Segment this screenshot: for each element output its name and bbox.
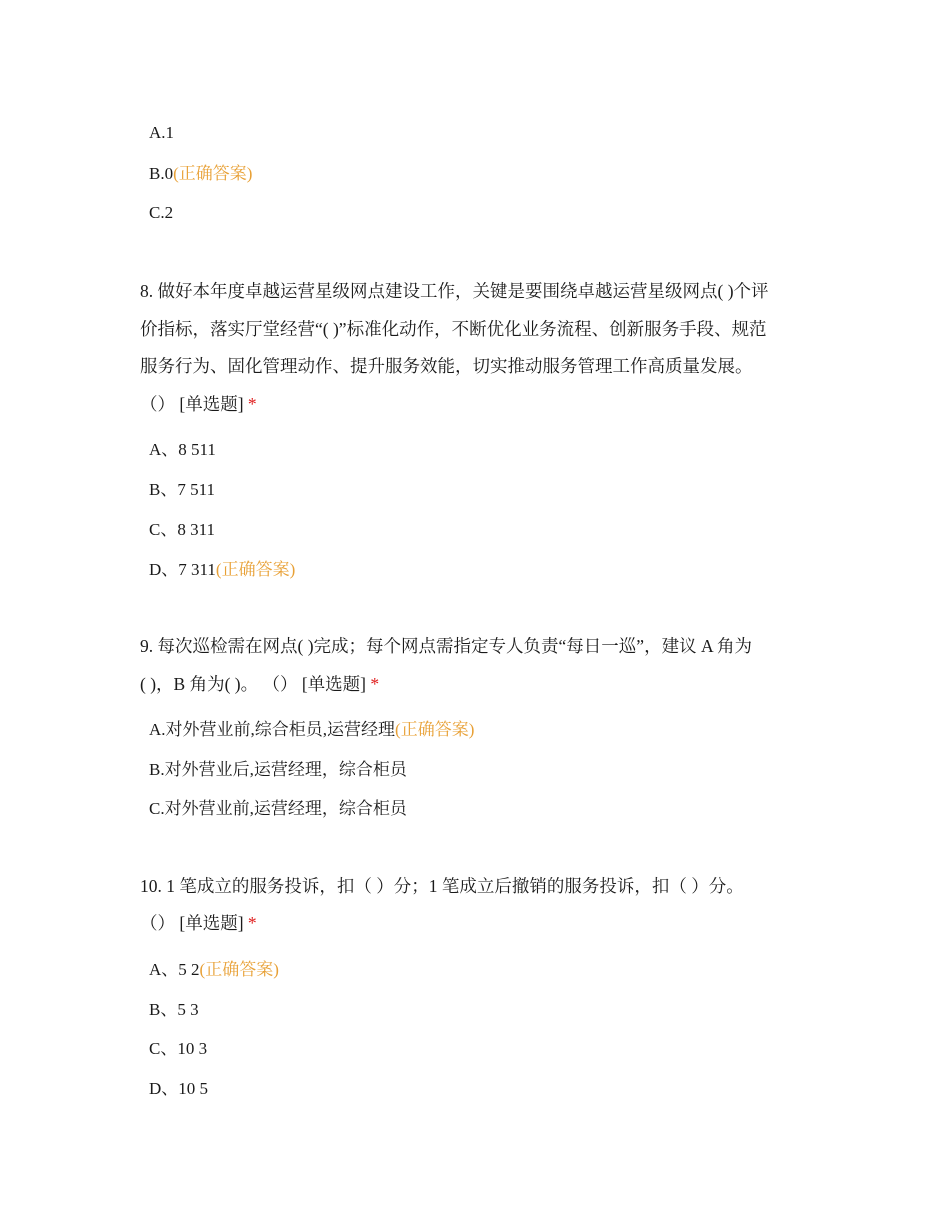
- q10-option-b-text: B、5 3: [149, 1000, 199, 1019]
- q9-option-a-text: A.对外营业前,综合柜员,运营经理: [149, 720, 396, 739]
- q10-option-c: [149, 1039, 207, 1059]
- q10-option-b: [149, 1000, 199, 1020]
- q10-option-d: [149, 1079, 208, 1099]
- q10-option-d-text: D、10 5: [149, 1079, 209, 1098]
- q9-text-line-2: [140, 674, 379, 694]
- required-star: *: [247, 913, 257, 933]
- q9-option-b-text: B.对外营业后,运营经理，综合柜员: [149, 760, 407, 779]
- q8-text-line-1: 8. 做好本年度卓越运营星级网点建设工作，关键是要围绕卓越运营星级网点( )个评: [140, 281, 769, 301]
- q8-type-label: [140, 394, 257, 414]
- q7-option-a: [149, 123, 174, 143]
- q8-option-d-text: D、7 311: [149, 560, 216, 579]
- q7-option-b-text: B.0: [149, 164, 174, 183]
- correct-answer-tag: (正确答案): [199, 960, 279, 979]
- q8-option-d: [149, 560, 295, 580]
- q9-option-a: [149, 720, 474, 740]
- q7-option-c-text: C.2: [149, 203, 174, 222]
- q10-type-label: [140, 913, 257, 933]
- q8-option-b-text: B、7 511: [149, 480, 215, 499]
- q8-text-line-2: 价指标，落实厅堂经营“( )”标准化动作，不断优化业务流程、创新服务手段、规范: [140, 319, 767, 339]
- correct-answer-tag: (正确答案): [173, 164, 253, 183]
- q8-type-text: （） [单选题]: [140, 394, 248, 414]
- q10-option-a: [149, 960, 279, 980]
- q9-text-line-1: 9. 每次巡检需在网点( )完成；每个网点需指定专人负责“每日一巡”，建议 A 角为: [140, 636, 752, 656]
- q10-option-a-text: A、5 2: [149, 960, 200, 979]
- required-star: *: [370, 674, 380, 694]
- q8-option-a-text: A、8 511: [149, 440, 216, 459]
- correct-answer-tag: (正确答案): [215, 560, 296, 579]
- correct-answer-tag: (正确答案): [395, 720, 475, 739]
- q8-option-a: [149, 440, 216, 460]
- q7-option-a-text: A.1: [149, 123, 175, 142]
- q10-type-text: （） [单选题]: [140, 913, 248, 933]
- q9-option-c: [149, 799, 407, 819]
- q7-option-c: [149, 203, 173, 223]
- q8-text-line-3: 服务行为、固化管理动作、提升服务效能，切实推动服务管理工作高质量发展。: [140, 356, 753, 376]
- q9-option-b: [149, 760, 407, 780]
- q10-text-line-1: 10. 1 笔成立的服务投诉，扣（ ）分；1 笔成立后撤销的服务投诉，扣（ ）分。: [140, 876, 744, 896]
- q9-line2-text: ( )，B 角为( )。 （） [单选题]: [140, 674, 371, 694]
- q7-option-b: [149, 164, 252, 184]
- required-star: *: [247, 394, 257, 414]
- q8-option-c-text: C、8 311: [149, 520, 215, 539]
- q9-option-c-text: C.对外营业前,运营经理，综合柜员: [149, 799, 407, 818]
- q8-option-b: [149, 480, 215, 500]
- q10-option-c-text: C、10 3: [149, 1039, 208, 1058]
- q8-option-c: [149, 520, 215, 540]
